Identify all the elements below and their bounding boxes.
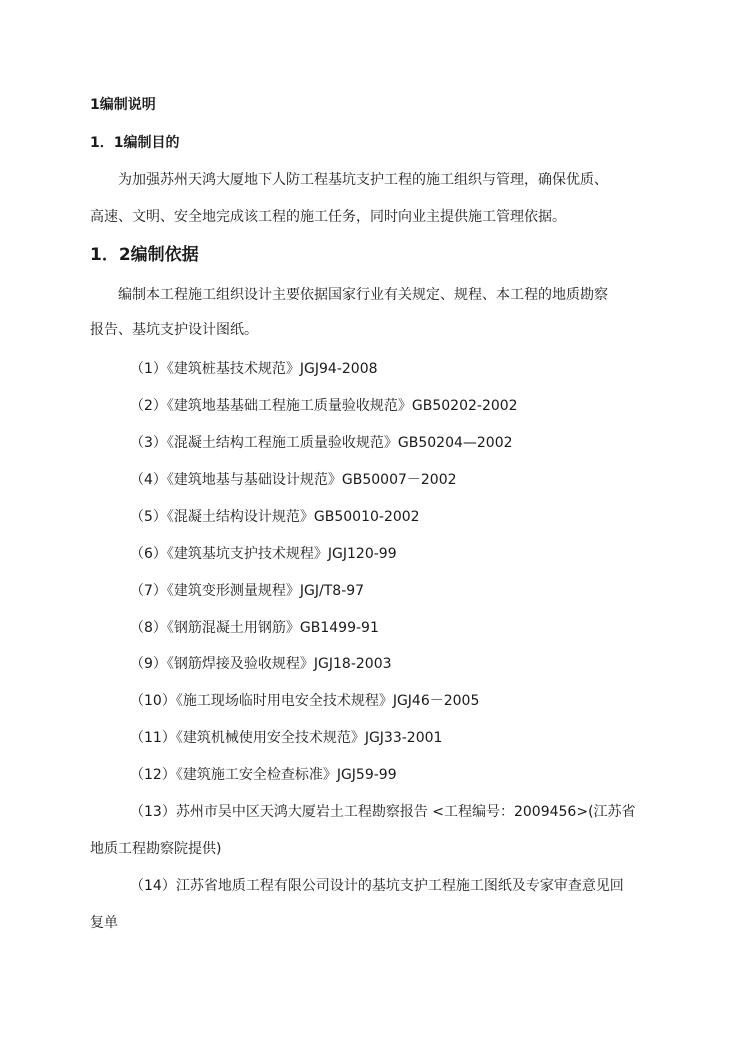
reference-item-14-line-2: 复单 (90, 915, 118, 931)
reference-item: （3）《混凝土结构工程施工质量验收规范》GB50204—2002 (130, 435, 513, 451)
reference-item: （7）《建筑变形测量规程》JGJ/T8-97 (130, 583, 365, 599)
reference-item: （12）《建筑施工安全检查标准》JGJ59-99 (130, 767, 397, 783)
section-title: 1编制说明 (90, 97, 156, 113)
subsection-title-basis: 1．2编制依据 (90, 245, 199, 265)
reference-item-13-line-2: 地质工程勘察院提供) (90, 841, 222, 857)
reference-item: （8）《钢筋混凝土用钢筋》GB1499-91 (130, 620, 379, 636)
reference-item: （4）《建筑地基与基础设计规范》GB50007－2002 (130, 472, 457, 488)
basis-paragraph-line-1: 编制本工程施工组织设计主要依据国家行业有关规定、规程、本工程的地质勘察 (118, 287, 608, 303)
basis-paragraph-line-2: 报告、基坑支护设计图纸。 (90, 322, 258, 338)
reference-item: （2）《建筑地基基础工程施工质量验收规范》GB50202-2002 (130, 398, 518, 414)
reference-item: （11）《建筑机械使用安全技术规范》JGJ33-2001 (130, 730, 443, 746)
purpose-paragraph-line-2: 高速、文明、安全地完成该工程的施工任务，同时向业主提供施工管理依据。 (90, 209, 566, 225)
reference-item-14-line-1: （14）江苏省地质工程有限公司设计的基坑支护工程施工图纸及专家审查意见回 (130, 878, 624, 894)
reference-item: （10）《施工现场临时用电安全技术规程》JGJ46－2005 (130, 693, 480, 709)
reference-item: （6）《建筑基坑支护技术规程》JGJ120-99 (130, 546, 397, 562)
reference-item: （5）《混凝土结构设计规范》GB50010-2002 (130, 509, 420, 525)
reference-item-13-line-1: （13）苏州市吴中区天鸿大厦岩土工程勘察报告 <工程编号：2009456>(江苏省 (130, 804, 636, 820)
subsection-title-purpose: 1．1编制目的 (90, 135, 180, 151)
purpose-paragraph-line-1: 为加强苏州天鸿大厦地下人防工程基坑支护工程的施工组织与管理，确保优质、 (118, 172, 608, 188)
reference-item: （1）《建筑桩基技术规范》JGJ94-2008 (130, 361, 378, 377)
reference-item: （9）《钢筋焊接及验收规程》JGJ18-2003 (130, 656, 392, 672)
